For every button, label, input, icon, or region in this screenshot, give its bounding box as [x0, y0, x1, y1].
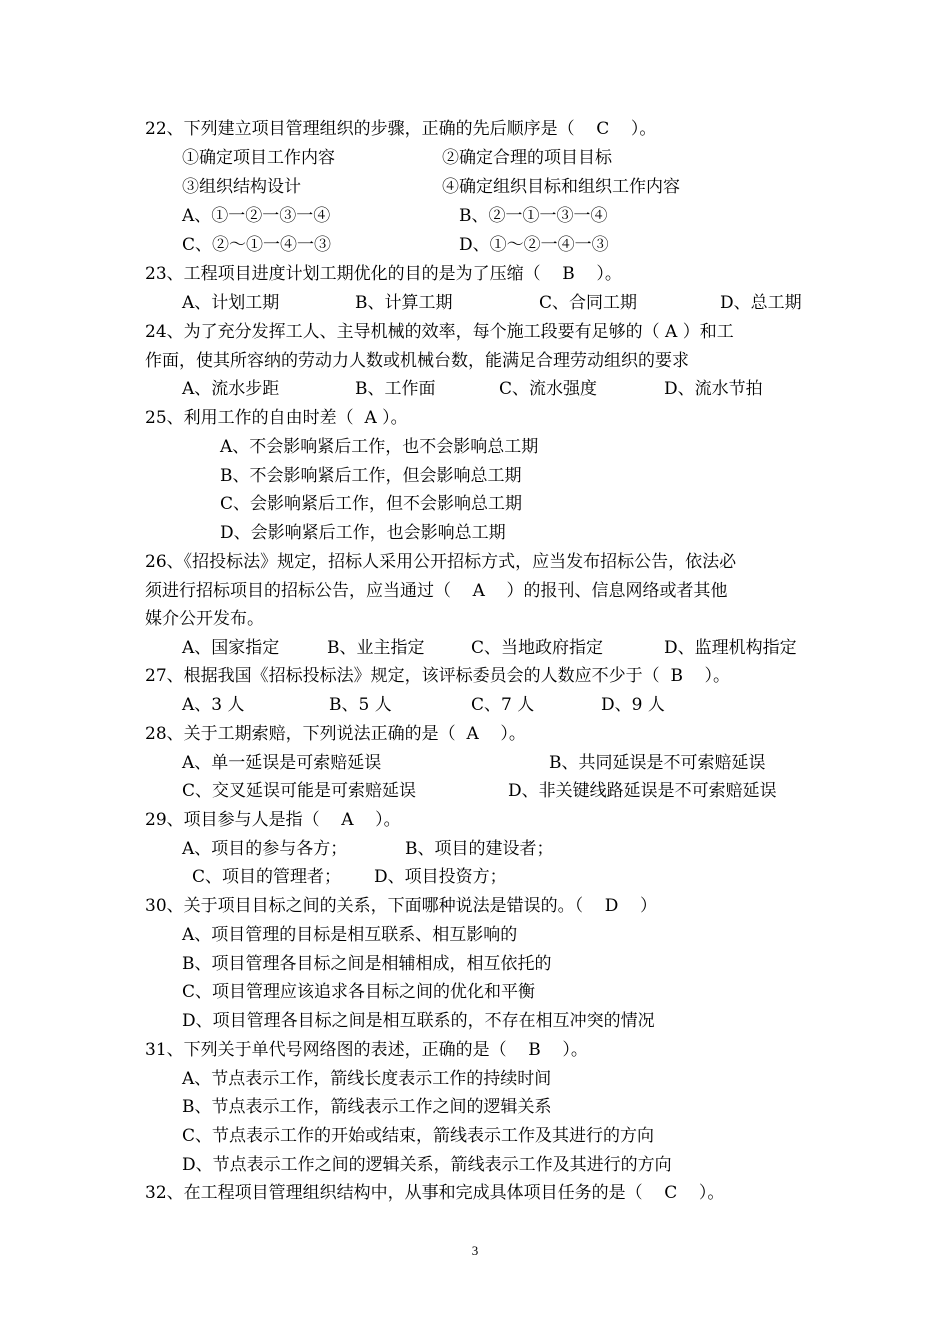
- question-25-option-b: B、不会影响紧后工作，但会影响总工期: [220, 466, 522, 486]
- question-31-option-b: B、节点表示工作，箭线表示工作之间的逻辑关系: [182, 1097, 552, 1117]
- question-27-text: 27、根据我国《招标投标法》规定，该评标委员会的人数应不少于（ B ）。: [145, 666, 731, 686]
- question-25-text: 25、利用工作的自由时差（ A ）。: [145, 408, 408, 428]
- question-30-option-d: D、项目管理各目标之间是相互联系的，不存在相互冲突的情况: [182, 1011, 655, 1031]
- question-28-option-b: B、共同延误是不可索赔延误: [549, 753, 766, 773]
- question-24-text-line-2: 作面，使其所容纳的劳动力人数或机械台数，能满足合理劳动组织的要求: [145, 351, 689, 371]
- question-28-text: 28、关于工期索赔，下列说法正确的是（ A ）。: [145, 724, 526, 744]
- question-23-option-c: C、合同工期: [539, 293, 638, 313]
- question-29-option-d: D、项目投资方；: [374, 867, 507, 887]
- question-23-text: 23、工程项目进度计划工期优化的目的是为了压缩（ B ）。: [145, 264, 622, 284]
- page-number: 3: [471, 1243, 479, 1258]
- question-27-option-c: C、7 人: [471, 695, 535, 715]
- question-26-option-b: B、业主指定: [327, 638, 425, 658]
- question-22-option-d: D、①～②一④一③: [459, 235, 609, 255]
- question-27-option-a: A、3 人: [182, 695, 245, 715]
- question-31-option-c: C、节点表示工作的开始或结束，箭线表示工作及其进行的方向: [182, 1126, 655, 1146]
- question-26-text-line-3: 媒介公开发布。: [145, 609, 264, 629]
- question-31-text: 31、下列关于单代号网络图的表述，正确的是（ B ）。: [145, 1040, 588, 1060]
- question-23-option-d: D、总工期: [720, 293, 802, 313]
- question-24-option-d: D、流水节拍: [664, 379, 763, 399]
- question-26-option-d: D、监理机构指定: [664, 638, 797, 658]
- question-27-option-d: D、9 人: [601, 695, 665, 715]
- question-28-option-c: C、交叉延误可能是可索赔延误: [182, 781, 417, 801]
- question-23-option-a: A、计划工期: [182, 293, 280, 313]
- question-27-option-b: B、5 人: [329, 695, 392, 715]
- question-22-option-c: C、②～①一④一③: [182, 235, 332, 255]
- question-23-option-b: B、计算工期: [355, 293, 453, 313]
- question-26-option-c: C、当地政府指定: [471, 638, 604, 658]
- question-30-option-c: C、项目管理应该追求各目标之间的优化和平衡: [182, 982, 536, 1002]
- question-28-option-d: D、非关键线路延误是不可索赔延误: [508, 781, 777, 801]
- question-25-option-c: C、会影响紧后工作，但不会影响总工期: [220, 494, 523, 514]
- question-31-option-d: D、节点表示工作之间的逻辑关系，箭线表示工作及其进行的方向: [182, 1155, 672, 1175]
- question-29-option-c: C、项目的管理者；: [192, 867, 342, 887]
- question-28-option-a: A、单一延误是可索赔延误: [182, 753, 382, 773]
- question-22-step-1: ①确定项目工作内容: [182, 148, 335, 168]
- question-22-step-4: ④确定组织目标和组织工作内容: [442, 177, 680, 197]
- question-26-text-line-2: 须进行招标项目的招标公告，应当通过（ A ）的报刊、信息网络或者其他: [145, 581, 728, 601]
- question-24-text-line-1: 24、为了充分发挥工人、主导机械的效率，每个施工段要有足够的（ A ）和工: [145, 322, 734, 342]
- question-32-text: 32、在工程项目管理组织结构中，从事和完成具体项目任务的是（ C ）。: [145, 1183, 725, 1203]
- question-22-text: 22、下列建立项目管理组织的步骤，正确的先后顺序是（ C ）。: [145, 119, 657, 139]
- question-29-text: 29、项目参与人是指（ A ）。: [145, 810, 401, 830]
- question-26-text-line-1: 26、《招投标法》规定，招标人采用公开招标方式，应当发布招标公告，依法必: [145, 552, 737, 572]
- question-30-text: 30、关于项目目标之间的关系，下面哪种说法是错误的。（ D ）: [145, 896, 657, 916]
- question-31-option-a: A、节点表示工作，箭线长度表示工作的持续时间: [182, 1069, 552, 1089]
- question-22-option-a: A、①一②一③一④: [182, 206, 331, 226]
- question-22-step-2: ②确定合理的项目目标: [442, 148, 612, 168]
- question-30-option-b: B、项目管理各目标之间是相辅相成，相互依托的: [182, 954, 552, 974]
- question-22-step-3: ③组织结构设计: [182, 177, 301, 197]
- question-25-option-d: D、会影响紧后工作，也会影响总工期: [220, 523, 506, 543]
- question-22-option-b: B、②一①一③一④: [459, 206, 608, 226]
- question-24-option-c: C、流水强度: [499, 379, 598, 399]
- question-25-option-a: A、不会影响紧后工作，也不会影响总工期: [220, 437, 539, 457]
- question-29-option-a: A、项目的参与各方；: [182, 839, 348, 859]
- question-30-option-a: A、项目管理的目标是相互联系、相互影响的: [182, 925, 518, 945]
- question-24-option-b: B、工作面: [355, 379, 436, 399]
- question-26-option-a: A、国家指定: [182, 638, 280, 658]
- question-29-option-b: B、项目的建设者；: [405, 839, 554, 859]
- question-24-option-a: A、流水步距: [182, 379, 280, 399]
